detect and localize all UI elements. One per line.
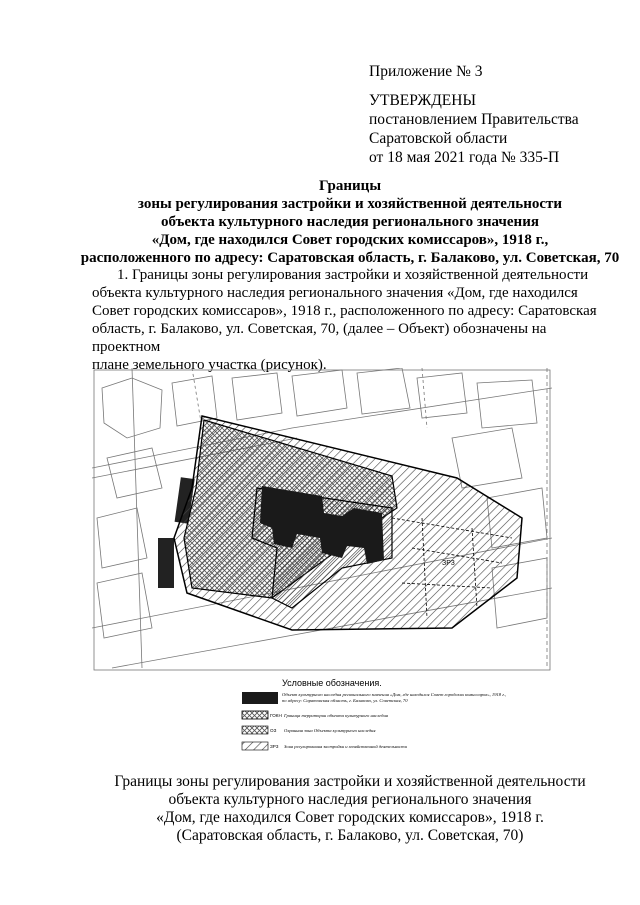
legend-item-heritage-address: по адресу: Саратовская область, г. Балаково, ул. Советская, 70 [282,698,408,703]
paragraph-line-3: Совет городских комиссаров», 1918 г., расположенного по адресу: Саратовская [92,303,597,319]
approval-block [369,62,579,167]
map-legend [242,678,506,750]
title-line-2: зоны регулирования застройки и хозяйственной деятельности [137,196,563,212]
title-line-4: «Дом, где находился Совет городских комиссаров», 1918 г., [151,232,549,248]
caption-line-3: «Дом, где находился Совет городских комиссаров», 1918 г. [156,809,544,826]
approved-region-line: Саратовской области [369,130,508,147]
map-zone-label: ЗР3 [442,560,455,567]
zone-map-figure [92,368,552,763]
legend-code-boundary: ГОКН [270,713,282,718]
caption-line-1: Границы зоны регулирования застройки и хозяйственной деятельности [114,773,586,790]
legend-code-protection: ОЗ [270,728,277,733]
approved-date-line: от 18 мая 2021 года № 335-П [369,149,560,166]
legend-item-regulation: Зона регулирования застройки и хозяйственной деятельности [284,744,407,749]
approved-by-line: постановлением Правительства [369,111,579,128]
legend-item-heritage: Объект культурного наследия регионального значения «Дом, где находился Совет городских комиссаров», 1918 г., [282,692,507,697]
document-title [60,177,640,267]
building-strip-2 [158,538,174,588]
title-line-3: объекта культурного наследия регионального значения [161,214,539,230]
body-paragraph [92,266,602,374]
legend-item-protection: Охранная зона Объекта культурного наследия [284,728,376,733]
paragraph-line-1: 1. Границы зоны регулирования застройки и хозяйственной деятельности [117,267,589,283]
legend-swatch-heritage [242,692,278,704]
caption-line-2: объекта культурного наследия регионального значения [168,791,532,808]
title-line-5: расположенного по адресу: Саратовская область, г. Балаково, ул. Советская, 70 [80,250,620,266]
appendix-number: Приложение № 3 [369,63,483,80]
legend-code-regulation: ЗР3 [270,744,279,749]
caption-line-4: (Саратовская область, г. Балаково, ул. Советская, 70) [176,827,524,844]
paragraph-line-2: объекта культурного наследия регионального значения «Дом, где находился [92,285,578,301]
paragraph-line-5: плане земельного участка (рисунок). [92,357,327,373]
title-line-1: Границы [318,178,382,194]
legend-item-boundary: Граница территории объекта культурного наследия [284,713,388,718]
legend-swatch-protection [242,726,268,734]
figure-caption [60,773,640,845]
legend-swatch-regulation [242,742,268,750]
legend-swatch-boundary [242,711,268,719]
legend-title: Условные обозначения. [282,678,382,688]
paragraph-line-4: область, г. Балаково, ул. Советская, 70, (далее – Объект) обозначены на проектном [92,321,547,355]
approved-heading: УТВЕРЖДЕНЫ [369,92,476,109]
